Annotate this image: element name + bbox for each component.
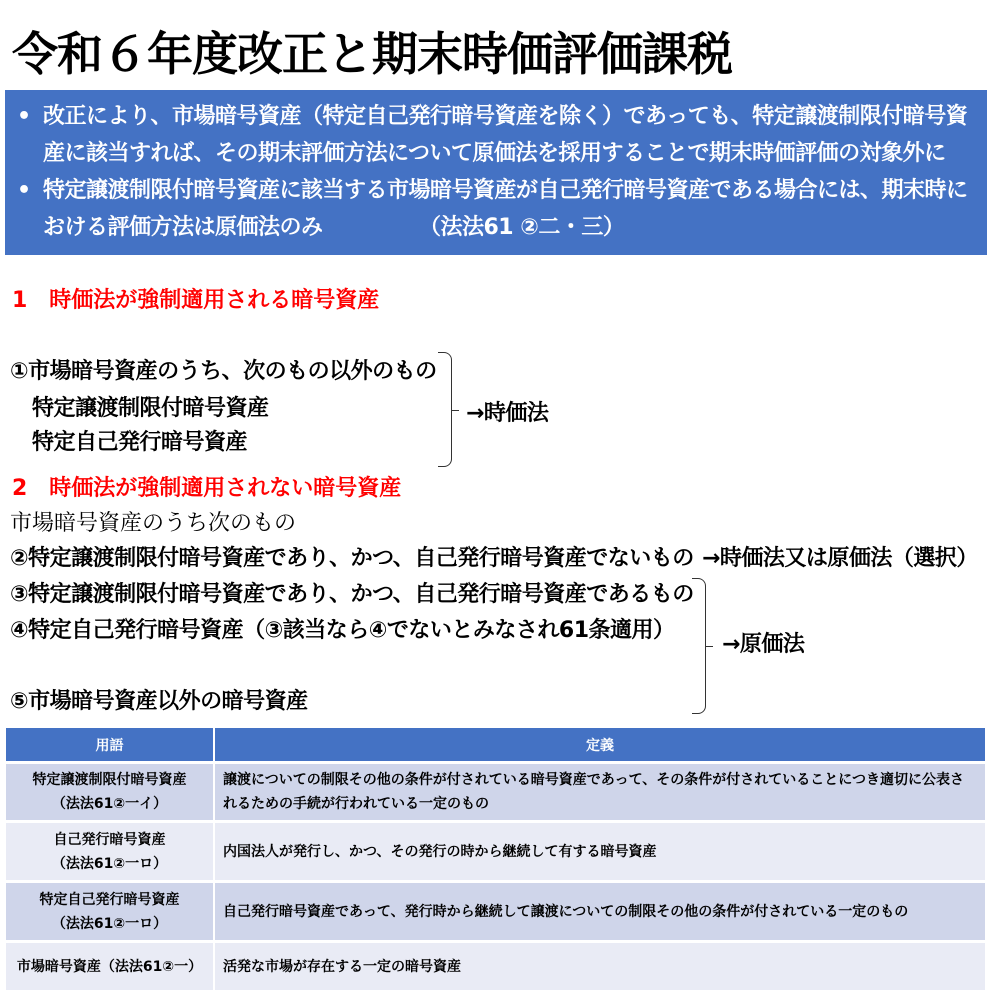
section2-result-cost: →原価法 <box>722 632 805 657</box>
summary-box <box>5 90 987 255</box>
section1-result: →時価法 <box>466 401 549 426</box>
term-ref: （法法61②一イ） <box>51 796 168 812</box>
section1-item: ①市場暗号資産のうち、次のもの以外のもの <box>10 359 437 384</box>
table-row <box>6 883 987 940</box>
section1-heading: 1 時価法が強制適用される暗号資産 <box>12 288 380 313</box>
summary-bullet: • 改正により、市場暗号資産（特定自己発行暗号資産を除く）であっても、特定譲渡制限付暗号資産に該当すれば、その期末評価方法について原価法を採用することで期末時価評価の対象外に <box>17 104 968 166</box>
term: 市場暗号資産（法法61②一） <box>16 958 203 975</box>
section2-item: ③特定譲渡制限付暗号資産であり、かつ、自己発行暗号資産であるもの <box>10 582 694 607</box>
column-header-term: 用語 <box>6 728 215 761</box>
section2-heading: 2 時価法が強制適用されない暗号資産 <box>12 476 402 501</box>
section2-item: ④特定自己発行暗号資産（③該当なら④でないとみなされ61条適用） <box>10 618 675 643</box>
section2-result-choice: →時価法又は原価法（選択） <box>702 546 978 571</box>
definition: 自己発行暗号資産であって、発行時から継続して譲渡についての制限その他の条件が付されている一定のもの <box>215 883 987 940</box>
section1-item: 特定自己発行暗号資産 <box>32 430 248 455</box>
definition: 譲渡についての制限その他の条件が付されている暗号資産であって、その条件が付されていることにつき適切に公表されるための手続が行われている一定のもの <box>215 764 987 820</box>
section2-item: ②特定譲渡制限付暗号資産であり、かつ、自己発行暗号資産でないもの <box>10 546 694 571</box>
table-row <box>6 823 987 880</box>
section1-item: 特定譲渡制限付暗号資産 <box>32 396 269 421</box>
page-title: 令和６年度改正と期末時価評価課税 <box>12 27 732 81</box>
term: 特定譲渡制限付暗号資産 <box>32 772 187 788</box>
brace <box>692 578 706 714</box>
definitions-table <box>6 725 987 993</box>
summary-bullet: • 特定譲渡制限付暗号資産に該当する市場暗号資産が自己発行暗号資産である場合には、期末時における評価方法は原価法のみ （法法61 ②二・三） <box>17 178 968 240</box>
column-header-definition: 定義 <box>215 728 987 761</box>
section2-item: ⑤市場暗号資産以外の暗号資産 <box>10 689 308 714</box>
table-row <box>6 943 987 990</box>
definition: 内国法人が発行し、かつ、その発行の時から継続して有する暗号資産 <box>215 823 987 880</box>
definition: 活発な市場が存在する一定の暗号資産 <box>215 943 987 990</box>
term-ref: （法法61②一ロ） <box>51 855 168 872</box>
term: 特定自己発行暗号資産 <box>39 891 180 908</box>
table-row <box>6 764 987 820</box>
term-ref: （法法61②一ロ） <box>51 915 168 932</box>
term: 自己発行暗号資産 <box>53 831 166 848</box>
section2-intro: 市場暗号資産のうち次のもの <box>10 511 297 536</box>
brace <box>438 352 452 467</box>
